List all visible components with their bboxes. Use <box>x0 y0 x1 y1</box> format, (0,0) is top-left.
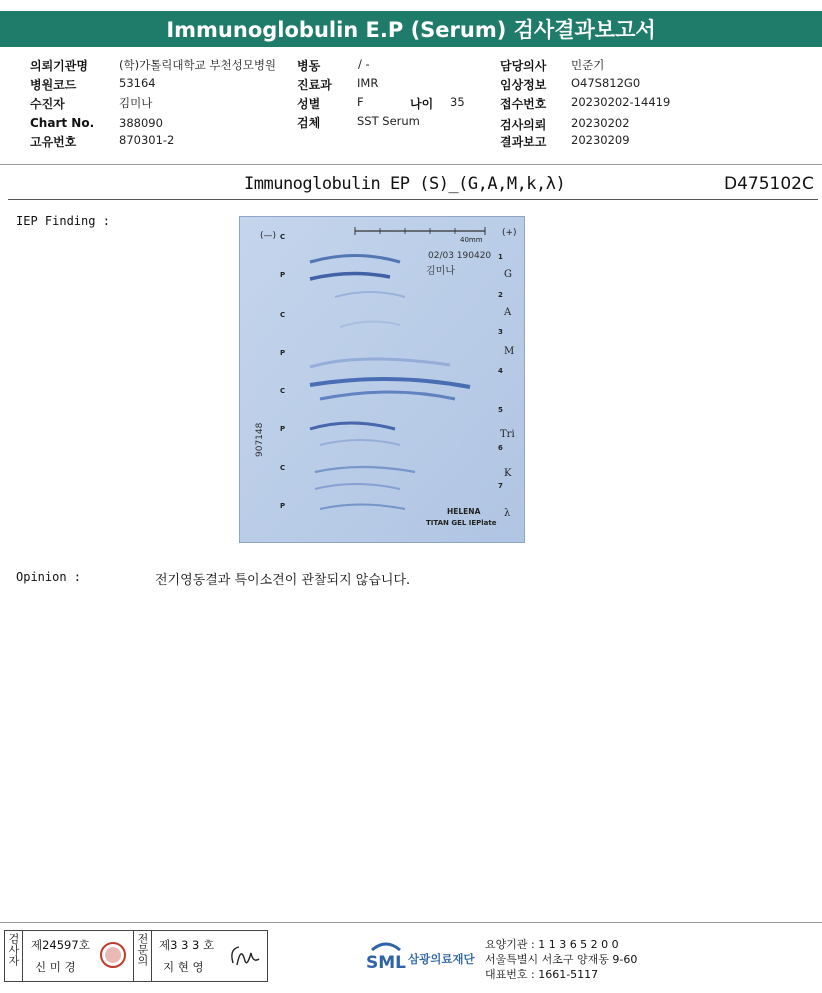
gel-row-2: 2 <box>498 291 503 299</box>
label-request-date: 검사의뢰 <box>500 118 547 132</box>
gel-plus-sign: (+) <box>502 228 517 238</box>
gel-antiserum-g: G <box>504 269 512 280</box>
label-ward: 병동 <box>297 59 321 73</box>
gel-marker-c4: C <box>280 464 286 472</box>
org-name: 삼광의료재단 <box>408 952 475 966</box>
label-receipt-no: 접수번호 <box>500 97 547 111</box>
org-line-2: 서울특별시 서초구 양재동 9-60 <box>485 953 638 966</box>
label-patient: 수진자 <box>30 97 65 111</box>
svg-text:SML: SML <box>366 953 406 973</box>
value-request-date: 20230202 <box>571 116 630 130</box>
gel-marker-c1: C <box>280 233 286 241</box>
label-report-date: 결과보고 <box>500 135 547 149</box>
value-unique-id: 870301-2 <box>119 133 175 147</box>
signature-box <box>4 930 268 982</box>
value-sex: F <box>357 95 364 109</box>
gel-antiserum-a: A <box>504 307 512 318</box>
gel-antiserum-lambda: λ <box>504 508 511 519</box>
opinion-label: Opinion : <box>16 570 82 584</box>
gel-brand-line1: HELENA <box>447 507 481 516</box>
gel-row-4: 4 <box>498 367 503 375</box>
gel-marker-c3: C <box>280 387 286 395</box>
gel-row-6: 6 <box>498 444 503 452</box>
org-info <box>485 937 637 982</box>
label-institution: 의뢰기관명 <box>30 59 88 73</box>
specialist-name: 지 현 영 <box>163 960 204 974</box>
gel-scale-label: 40mm <box>460 236 483 244</box>
test-code: D475102C <box>724 174 814 194</box>
specialist-label-text: 전문의 <box>136 933 149 966</box>
org-line-3: 대표번호 : 1661-5117 <box>485 968 599 981</box>
test-divider <box>8 199 818 200</box>
value-chart-no: 388090 <box>119 116 163 130</box>
value-receipt-no: 20230202-14419 <box>571 95 671 109</box>
test-name: Immunoglobulin EP (S)_(G,A,M,k,λ) <box>244 174 566 194</box>
gel-row-5: 5 <box>498 406 503 414</box>
value-report-date: 20230209 <box>571 133 630 147</box>
gel-row-1: 1 <box>498 253 503 261</box>
gel-antiserum-m: M <box>504 346 515 357</box>
gel-patient-name: 김미나 <box>426 266 455 277</box>
value-institution: (학)가톨릭대학교 부천성모병원 <box>119 58 277 72</box>
gel-brand-line2: TITAN GEL IEPlate <box>426 519 497 527</box>
gel-side-code: 907148 <box>255 422 265 457</box>
sml-logo-icon <box>366 936 406 976</box>
gel-row-3: 3 <box>498 328 503 336</box>
label-hospital-code: 병원코드 <box>30 78 77 92</box>
value-ward: / - <box>358 57 370 71</box>
value-specimen: SST Serum <box>357 114 420 128</box>
footer-divider <box>0 922 822 923</box>
label-unique-id: 고유번호 <box>30 135 77 149</box>
value-hospital-code: 53164 <box>119 76 156 90</box>
value-department: IMR <box>357 76 379 90</box>
label-clinical-info: 임상정보 <box>500 78 547 92</box>
examiner-label <box>5 931 23 981</box>
label-age: 나이 <box>410 97 434 111</box>
report-title: Immunoglobulin E.P (Serum) 검사결과보고서 <box>0 11 822 47</box>
examiner-seal <box>99 941 127 969</box>
gel-minus-sign: (—) <box>260 231 277 241</box>
examiner-no: 제24597호 <box>31 938 90 952</box>
gel-antiserum-tri: Tri <box>500 429 515 440</box>
org-line-1: 요양기관 : 1 1 3 6 5 2 0 0 <box>485 938 619 951</box>
label-department: 진료과 <box>297 78 332 92</box>
specialist-signature <box>225 939 263 973</box>
gel-marker-p2: P <box>280 349 286 357</box>
opinion-text: 전기영동결과 특이소견이 관찰되지 않습니다. <box>155 573 411 588</box>
label-chart-no: Chart No. <box>30 116 95 130</box>
value-physician: 민준기 <box>571 58 605 72</box>
org-logo <box>366 936 481 976</box>
gel-date-code: 02/03 190420 <box>428 251 492 261</box>
label-specimen: 검체 <box>297 116 321 130</box>
gel-marker-p1: P <box>280 271 286 279</box>
specialist-label <box>134 931 152 981</box>
examiner-name: 신 미 경 <box>35 960 76 974</box>
gel-marker-p4: P <box>280 502 286 510</box>
gel-row-7: 7 <box>498 482 503 490</box>
gel-antiserum-k: K <box>504 468 512 479</box>
label-sex: 성별 <box>297 97 321 111</box>
divider <box>0 164 822 165</box>
label-physician: 담당의사 <box>500 59 547 73</box>
gel-marker-c2: C <box>280 311 286 319</box>
specialist-no: 제3 3 3 호 <box>159 938 215 952</box>
value-patient: 김미나 <box>119 96 153 110</box>
iep-finding-label: IEP Finding : <box>16 214 110 228</box>
value-clinical-info: O47S812G0 <box>571 76 641 90</box>
iep-gel-image <box>239 216 525 543</box>
examiner-label-text: 검사자 <box>7 933 20 966</box>
value-age: 35 <box>450 95 465 109</box>
gel-marker-p3: P <box>280 425 286 433</box>
